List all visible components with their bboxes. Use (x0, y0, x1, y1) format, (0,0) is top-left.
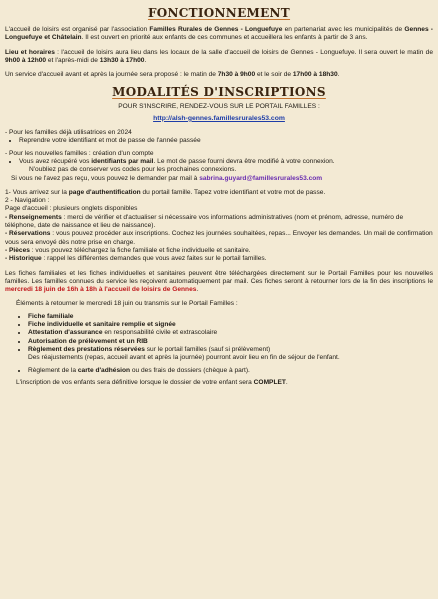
contact-email[interactable]: sabrina.guyard@famillesrurales53.com (199, 174, 323, 182)
documents-list-last (16, 367, 433, 375)
document-item (28, 313, 433, 321)
text: . (285, 378, 288, 386)
step-1 (5, 189, 433, 197)
modalites-heading: MODALITÉS D'INSCRIPTIONS (112, 85, 326, 100)
text: . (144, 56, 147, 64)
text: : rappel les différentes demandes que vous avez faites sur le portail familles. (41, 255, 267, 263)
text: : l'accueil de loisirs aura lieu dans les locaux de la salle d'accueil de loisirs de Gennes - Longuefuye. Il sera ouvert le matin de (54, 48, 433, 56)
auth-page: page d'authentification (68, 188, 141, 196)
tab-renseignements (5, 214, 433, 231)
tab-label: - Renseignements (5, 213, 62, 221)
adjustments-note: Des réajustements (repas, accueil avant et après la journée) pourront avoir lieu en fin de séjour de l'enfant. (28, 354, 340, 362)
tab-label: - Réservations (5, 230, 51, 238)
portal-link[interactable]: http://alsh-gennes.famillesrurales53.com (153, 114, 285, 122)
document-name: Fiche familiale (28, 312, 74, 320)
municipalities: Gennes - Longuefuye et Châtelain (5, 26, 434, 42)
list-item (28, 367, 433, 375)
final-note (16, 379, 433, 387)
list-item (19, 158, 433, 166)
extra-care-paragraph (5, 71, 433, 79)
new-families-list (5, 158, 433, 166)
credentials: identifiants par mail (91, 157, 154, 165)
document-detail: en responsabilité civile et extrascolaire (102, 329, 218, 337)
list-item: • Reprendre votre identifiant et mot de passe de l'année passée (19, 137, 433, 145)
existing-families-title: - Pour les familles déjà utilisatrices en 2024 (5, 129, 132, 137)
document-item (28, 338, 433, 346)
late-hours: 17h00 à 18h30 (292, 71, 338, 79)
document-name: Fiche individuelle et sanitaire remplie et signée (28, 321, 176, 329)
afternoon-hours: 13h30 à 17h00 (99, 56, 145, 64)
keep-codes-note: N'oubliez pas de conserver vos codes pour les prochaines connexions. (29, 166, 237, 174)
text: Règlement de la (28, 366, 78, 374)
hours-paragraph (5, 49, 433, 66)
document-item (28, 346, 433, 354)
home-tabs-line: Page d'accueil : plusieurs onglets disponibles (5, 205, 138, 213)
document-name: Règlement des prestations réservées (28, 345, 145, 353)
text: et le soir de (255, 71, 293, 79)
text: L'accueil de loisirs est organisé par l'association (5, 26, 150, 33)
text: ou des frais de dossiers (chèque à part). (130, 366, 250, 374)
association-name: Familles Rurales de Gennes - Longuefuye (149, 26, 283, 33)
text: . (196, 286, 199, 294)
documents-list (16, 313, 433, 354)
document-item (28, 329, 433, 337)
new-families-title: - Pour les nouvelles familles : création d'un compte (5, 149, 154, 157)
text: L'inscription de vos enfants sera définitive lorsque le dossier de votre enfant sera (16, 378, 254, 386)
step-2: 2 - Navigation : (5, 197, 50, 205)
tab-pieces (5, 247, 433, 255)
text: : vous pouvez procéder aux inscriptions. Cochez les journées souhaitées, repas... Envoyer les demandes. Un mail de confirmation vous sera envoyé dès notre prise en charge. (5, 230, 433, 246)
tab-reservations (5, 230, 433, 247)
document-detail: sur le portail familles (sauf si prélèvement) (144, 345, 271, 353)
document-name: Autorisation de prélèvement et un RIB (28, 337, 148, 345)
return-date: mercredi 18 juin de 16h à 18h à l'accueil de loisirs de Gennes (5, 286, 197, 294)
text: : merci de vérifier et d'actualiser si nécessaire vos informations administratives (nom et prénom, adresse, numéro de téléphone, date de naissance et lieu de naissance). (5, 213, 404, 230)
text: Les fiches familiales et les fiches individuelles et sanitaires peuvent être téléchargées directement sur le Portail Familles pour les nouvelles familles. Les familles connues du service les reçoivent automatiquement par mail. Ces fiches seront à retourner lors de la fin des inscriptions le (5, 269, 433, 285)
membership-card: carte d'adhésion (77, 366, 130, 374)
text: et l'après-midi de (46, 56, 100, 64)
text: . Il est ouvert en priorité aux enfants de ces communes et accueillera les enfants à partir de 3 ans. (81, 34, 368, 42)
fonctionnement-heading: FONCTIONNEMENT (147, 6, 291, 20)
intro-paragraph (5, 26, 433, 43)
text: du portail famille. Tapez votre identifiant et votre mot de passe. (140, 188, 326, 196)
text: Un service d'accueil avant et après la journée sera proposé : le matin de (5, 71, 218, 79)
early-hours: 7h30 à 9h00 (217, 71, 256, 79)
text: . Le mot de passe fourni devra être modifié à votre connexion. (153, 157, 335, 165)
text: 1- Vous arrivez sur la (5, 188, 69, 196)
text: en partenariat avec les municipalités de (282, 26, 405, 33)
text: : vous pouvez téléchargez la fiche familiale et fiche individuelle et sanitaire. (29, 246, 251, 254)
fiches-paragraph (5, 270, 433, 295)
documents-intro: Éléments à retourner le mercredi 18 juin ou transmis sur le Portail Familles : (16, 300, 238, 308)
text: Vous avez récupéré vos (19, 157, 92, 165)
tab-label: - Pièces (5, 246, 30, 254)
hours-label: Lieu et horaires (5, 48, 55, 56)
text: Si vous ne l'avez pas reçu, vous pouvez le demander par mail à (11, 174, 200, 182)
existing-families-list (5, 137, 433, 145)
tab-label: - Historique (5, 255, 42, 263)
document-item (28, 321, 433, 329)
text: . (337, 71, 340, 79)
documents-section (5, 300, 433, 387)
complet-word: COMPLET (253, 378, 286, 386)
tab-historique (5, 255, 433, 263)
portal-line: POUR S'INSCRIRE, RENDEZ-VOUS SUR LE PORTAIL FAMILLES : (118, 103, 320, 111)
morning-hours: 9h00 à 12h00 (5, 56, 47, 64)
document-name: Attestation d'assurance (28, 329, 103, 337)
mail-request-line (5, 175, 433, 183)
